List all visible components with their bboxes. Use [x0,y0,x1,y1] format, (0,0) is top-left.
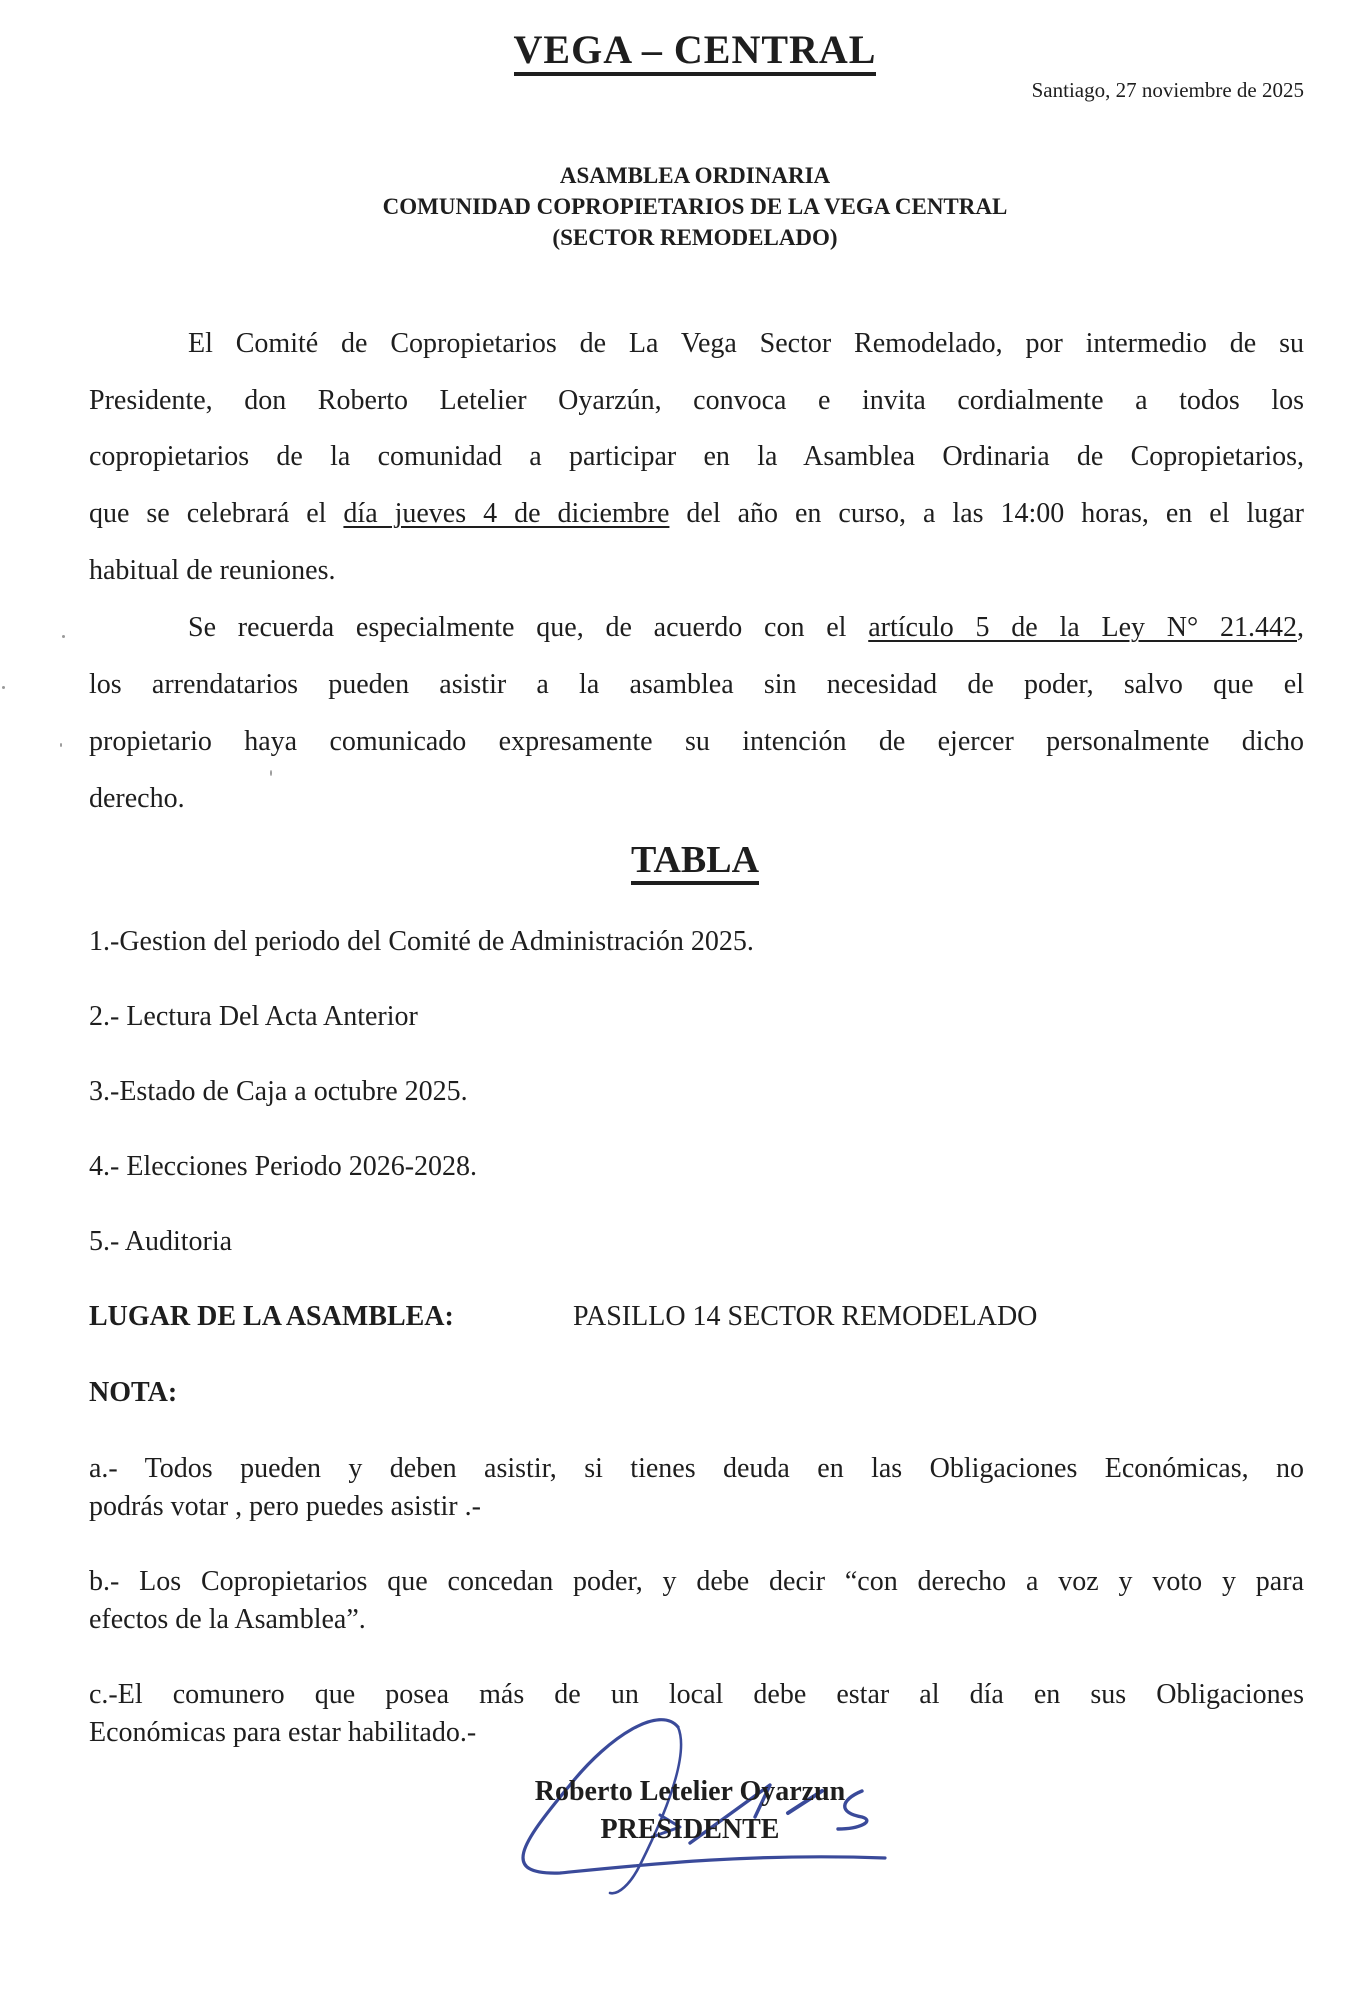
location-value: PASILLO 14 SECTOR REMODELADO [573,1301,1038,1332]
location-label: LUGAR DE LA ASAMBLEA: [89,1301,454,1332]
paragraph-1-line-5: habitual de reuniones. [89,555,336,586]
paragraph-1-line-4 [89,498,1304,530]
note-c-line-2: Económicas para estar habilitado.- [89,1717,477,1748]
scan-speck [62,635,65,638]
note-a-line-1: a.- Todos pueden y deben asistir, si tienes deuda en las Obligaciones Económicas, no [89,1453,1304,1484]
text-run: Se recuerda especialmente que, de acuerdo con el [188,612,869,643]
agenda-item: 2.- Lectura Del Acta Anterior [89,1001,418,1032]
agenda-item: 5.- Auditoria [89,1226,233,1257]
agenda-title-text: TABLA [631,839,759,885]
paragraph-2-line-2: los arrendatarios pueden asistir a la asamblea sin necesidad de poder, salvo que el [89,669,1304,700]
paragraph-2-line-1 [188,612,1304,644]
document-title-text: VEGA – CENTRAL [514,27,877,76]
agenda-item: 4.- Elecciones Periodo 2026-2028. [89,1151,478,1182]
note-b-line-1: b.- Los Copropietarios que concedan poder, y debe decir “con derecho a voz y voto y para [89,1566,1304,1597]
agenda-title [0,838,1361,882]
heading-assembly-type: ASAMBLEA ORDINARIA [559,163,831,188]
agenda-item: 3.-Estado de Caja a octubre 2025. [89,1076,468,1107]
signatory-role: PRESIDENTE [600,1814,780,1845]
note-a-line-2: podrás votar , pero puedes asistir .- [89,1491,481,1522]
heading-sector: (SECTOR REMODELADO) [552,225,838,250]
meeting-date-underlined: día jueves 4 de diciembre [343,498,670,529]
document-date: Santiago, 27 noviembre de 2025 [1031,78,1304,102]
paragraph-1-line-3: copropietarios de la comunidad a participar en la Asamblea Ordinaria de Copropietarios, [89,441,1304,472]
scan-speck [2,686,5,689]
signatory-name: Roberto Letelier Oyarzun [534,1776,846,1807]
paragraph-2-line-4: derecho. [89,783,185,814]
agenda-item: 1.-Gestion del periodo del Comité de Administración 2025. [89,926,754,957]
paragraph-1-line-2: Presidente, don Roberto Letelier Oyarzún, convoca e invita cordialmente a todos los [89,385,1304,416]
text-run: , [1296,612,1304,643]
text-run: que se celebrará el [89,498,344,529]
heading-community: COMUNIDAD COPROPIETARIOS DE LA VEGA CENTRAL [382,194,1008,219]
note-b-line-2: efectos de la Asamblea”. [89,1604,366,1635]
law-reference-underlined: artículo 5 de la Ley N° 21.442 [868,612,1297,643]
paragraph-2-line-3: propietario haya comunicado expresamente su intención de ejercer personalmente dicho [89,726,1304,757]
text-run: del año en curso, a las 14:00 horas, en el lugar [669,498,1304,529]
scan-speck [60,743,62,747]
notes-title: NOTA: [89,1377,178,1408]
document-title [0,26,1361,73]
paragraph-1-line-1: El Comité de Copropietarios de La Vega Sector Remodelado, por intermedio de su [188,328,1304,359]
note-c-line-1: c.-El comunero que posea más de un local debe estar al día en sus Obligaciones [89,1679,1304,1710]
scan-speck [270,770,272,776]
